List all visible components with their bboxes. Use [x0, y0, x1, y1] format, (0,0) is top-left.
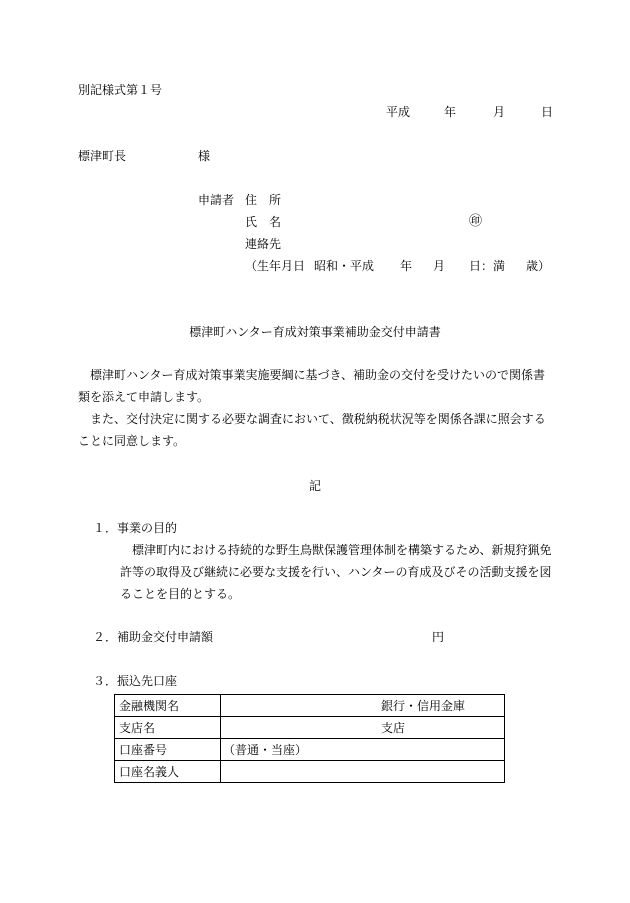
date-year: 年: [444, 105, 457, 119]
bank-account-table: [114, 694, 505, 783]
birth-day: 日：満: [469, 259, 506, 273]
table-row: [115, 695, 505, 717]
date-era: 平成: [386, 105, 411, 119]
account-number-label: 口座番号: [115, 739, 221, 761]
birth-open: （生年月日: [245, 259, 306, 273]
addressee-honorific: 様: [198, 149, 211, 163]
address-label: 住 所: [245, 193, 282, 207]
branch-label: 支店名: [115, 717, 221, 739]
table-row: [115, 717, 505, 739]
account-type: （普通・当座）: [223, 743, 308, 757]
ki-label: 記: [308, 479, 321, 493]
document-title: 標津町ハンター育成対策事業補助金交付申請書: [189, 325, 441, 339]
body-paragraph-1: 標津町ハンター育成対策事業実施要綱に基づき、補助金の交付を受けたいので関係書類を添えて申請します。: [78, 368, 546, 404]
date-day: 日: [541, 105, 554, 119]
section1-heading: １．事業の目的: [93, 521, 178, 535]
account-number-field[interactable]: [221, 739, 505, 761]
birth-age: 歳）: [526, 259, 551, 273]
date-month: 月: [493, 105, 506, 119]
birth-era: 昭和・平成: [314, 259, 375, 273]
body-paragraph-2: また、交付決定に関する必要な調査において、徴税納税状況等を関係各課に照会することに同意します。: [78, 412, 546, 448]
branch-field[interactable]: [221, 717, 505, 739]
bank-name-label: 金融機関名: [115, 695, 221, 717]
account-holder-field[interactable]: [221, 761, 505, 783]
account-holder-label: 口座名義人: [115, 761, 221, 783]
section1-text: 標津町内における持続的な野生鳥獣保護管理体制を構築するため、新規狩猟免許等の取得及び継続に必要な支援を行い、ハンターの育成及びその活動支援を図ることを目的とする。: [120, 543, 552, 601]
branch-suffix: 支店: [381, 721, 406, 735]
applicant-label: 申請者: [198, 193, 235, 207]
bank-name-suffix: 銀行・信用金庫: [381, 699, 466, 713]
seal-mark: ㊞: [469, 214, 483, 229]
name-label: 氏 名: [245, 215, 282, 229]
table-row: [115, 761, 505, 783]
birth-month: 月: [433, 259, 446, 273]
amount-unit: 円: [432, 630, 445, 644]
addressee-title: 標津町長: [78, 149, 127, 163]
contact-label: 連絡先: [245, 237, 282, 251]
bank-name-field[interactable]: [221, 695, 505, 717]
section3-heading: ３．振込先口座: [93, 674, 178, 688]
table-row: [115, 739, 505, 761]
section2-heading: ２．補助金交付申請額: [93, 630, 214, 644]
form-number: 別記様式第１号: [78, 83, 163, 97]
birth-year: 年: [400, 259, 413, 273]
